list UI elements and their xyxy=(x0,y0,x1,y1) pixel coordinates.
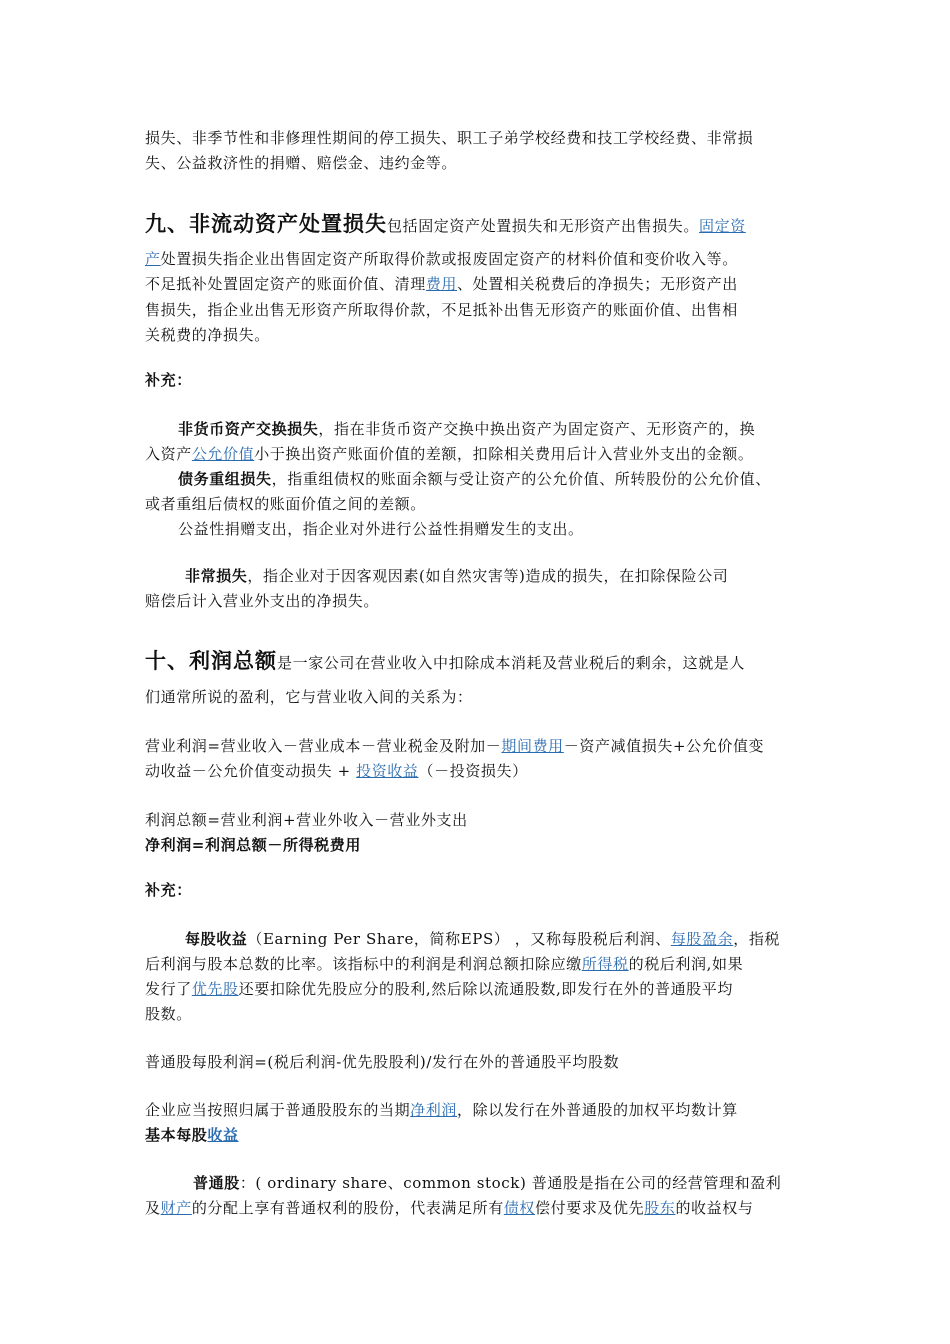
text: 还要扣除优先股应分的股利,然后除以流通股数,即发行在外的普通股平均 xyxy=(238,980,733,998)
text-line xyxy=(185,566,728,586)
text: 的分配上享有普通权利的股份，代表满足所有 xyxy=(191,1199,504,1217)
text: 、处置相关税费后的净损失；无形资产出 xyxy=(457,275,738,293)
text-line: 或者重组后债权的账面价值之间的差额。 xyxy=(145,495,426,513)
formula-line xyxy=(145,736,764,756)
text: ，指税 xyxy=(733,930,781,948)
text: 发行了 xyxy=(145,980,192,998)
link-investment-income[interactable]: 投资收益 xyxy=(356,762,419,780)
link-expenses[interactable]: 费用 xyxy=(425,275,458,293)
text-line: 股数。 xyxy=(145,1005,192,1023)
link-period-expenses[interactable]: 期间费用 xyxy=(501,737,564,755)
text: ，指企业对于因客观因素(如自然灾害等)造成的损失，在扣除保险公司 xyxy=(247,567,729,585)
text: 营业利润=营业收入－营业成本－营业税金及附加－ xyxy=(145,737,502,755)
text: 处置损失指企业出售固定资产所取得价款或报废固定资产的材料价值和变价收入等。 xyxy=(160,250,738,268)
section-heading: 九、非流动资产处置损失 xyxy=(145,211,387,236)
formula-line-bold: 净利润=利润总额－所得税费用 xyxy=(145,836,361,854)
text: 的税后利润,如果 xyxy=(628,955,744,973)
term-bold: 普通股 xyxy=(193,1174,240,1192)
text: （Earning Per Share，简称EPS） ，又称每股税后利润、 xyxy=(247,930,671,948)
term-bold: 非常损失 xyxy=(185,567,248,585)
text-line xyxy=(193,1173,781,1193)
text: 及 xyxy=(145,1199,161,1217)
section-heading: 十、利润总额 xyxy=(145,648,277,673)
term-bold: 基本每股 xyxy=(145,1126,208,1144)
term-bold: 债务重组损失 xyxy=(178,470,272,488)
text: （－投资损失） xyxy=(418,762,528,780)
text-line xyxy=(178,469,771,489)
text-line xyxy=(145,444,753,464)
text: －资产减值损失+公允价值变 xyxy=(563,737,765,755)
text: 是一家公司在营业收入中扣除成本消耗及营业税后的剩余，这就是人 xyxy=(277,654,746,672)
link-shareholders[interactable]: 股东 xyxy=(644,1199,676,1217)
term-bold: 每股收益 xyxy=(185,930,248,948)
text: 入资产 xyxy=(145,445,192,463)
link-property[interactable]: 财产 xyxy=(160,1199,192,1217)
text: 包括固定资产处置损失和无形资产出售损失。 xyxy=(387,217,700,235)
text: 后利润与股本总数的比率。该指标中的利润是利润总额扣除应缴 xyxy=(145,955,582,973)
section-9-heading-line xyxy=(145,211,746,236)
text: ，指重组债权的账面余额与受让资产的公允价值、所转股份的公允价值、 xyxy=(271,470,771,488)
term-bold: 非货币资产交换损失 xyxy=(178,420,319,438)
text: 的收益权与 xyxy=(675,1199,754,1217)
link-net-profit[interactable]: 净利润 xyxy=(410,1101,458,1119)
text-line xyxy=(145,954,743,974)
text-line xyxy=(145,1100,738,1120)
link-eps[interactable]: 每股盈余 xyxy=(670,930,734,948)
text-line: 关税费的净损失。 xyxy=(145,326,270,344)
text-line xyxy=(178,419,755,439)
formula-line: 普通股每股利润=(税后利润-优先股股利)/发行在外的普通股平均股数 xyxy=(145,1053,620,1071)
text-line xyxy=(145,274,738,294)
supplement-label: 补充： xyxy=(145,882,192,899)
link-fixed-assets[interactable]: 固定资 xyxy=(699,217,746,235)
text: 企业应当按照归属于普通股股东的当期 xyxy=(145,1101,411,1119)
supplement-label: 补充： xyxy=(145,372,192,389)
text-line: 售损失，指企业出售无形资产所取得价款，不足抵补出售无形资产的账面价值、出售相 xyxy=(145,301,738,319)
text: 小于换出资产账面价值的差额，扣除相关费用后计入营业外支出的金额。 xyxy=(254,445,754,463)
link-earnings[interactable]: 收益 xyxy=(207,1126,239,1144)
link-creditor-rights[interactable]: 债权 xyxy=(503,1199,536,1217)
formula-line xyxy=(145,761,528,781)
text-line xyxy=(145,249,738,269)
text: 动收益－公允价值变动损失 + xyxy=(145,762,357,780)
text-line: 们通常所说的盈利，它与营业收入间的关系为： xyxy=(145,688,473,706)
text: ：( ordinary share、common stock) 普通股是指在公司的经营管理和盈利 xyxy=(239,1174,782,1192)
text: 不足抵补处置固定资产的账面价值、清理 xyxy=(145,275,426,293)
text-line: 失、公益救济性的捐赠、赔偿金、违约金等。 xyxy=(145,154,458,172)
text-line xyxy=(185,929,780,949)
text: ，指在非货币资产交换中换出资产为固定资产、无形资产的，换 xyxy=(318,420,756,438)
text-line: 赔偿后计入营业外支出的净损失。 xyxy=(145,592,380,610)
text-line xyxy=(145,1125,239,1145)
text-line: 公益性捐赠支出，指企业对外进行公益性捐赠发生的支出。 xyxy=(178,520,584,538)
section-10-heading-line xyxy=(145,648,746,673)
text-line xyxy=(145,979,733,999)
link-income-tax[interactable]: 所得税 xyxy=(581,955,629,973)
formula-line: 利润总额=营业利润+营业外收入－营业外支出 xyxy=(145,811,468,829)
text-line: 损失、非季节性和非修理性期间的停工损失、职工子弟学校经费和技工学校经费、非常损 xyxy=(145,129,754,147)
link-fair-value[interactable]: 公允价值 xyxy=(191,445,255,463)
text: ，除以发行在外普通股的加权平均数计算 xyxy=(457,1101,738,1119)
link-preferred-stock[interactable]: 优先股 xyxy=(191,980,239,998)
link-fixed-assets-cont[interactable]: 产 xyxy=(145,250,161,268)
text: 偿付要求及优先 xyxy=(535,1199,645,1217)
text-line xyxy=(145,1198,753,1218)
